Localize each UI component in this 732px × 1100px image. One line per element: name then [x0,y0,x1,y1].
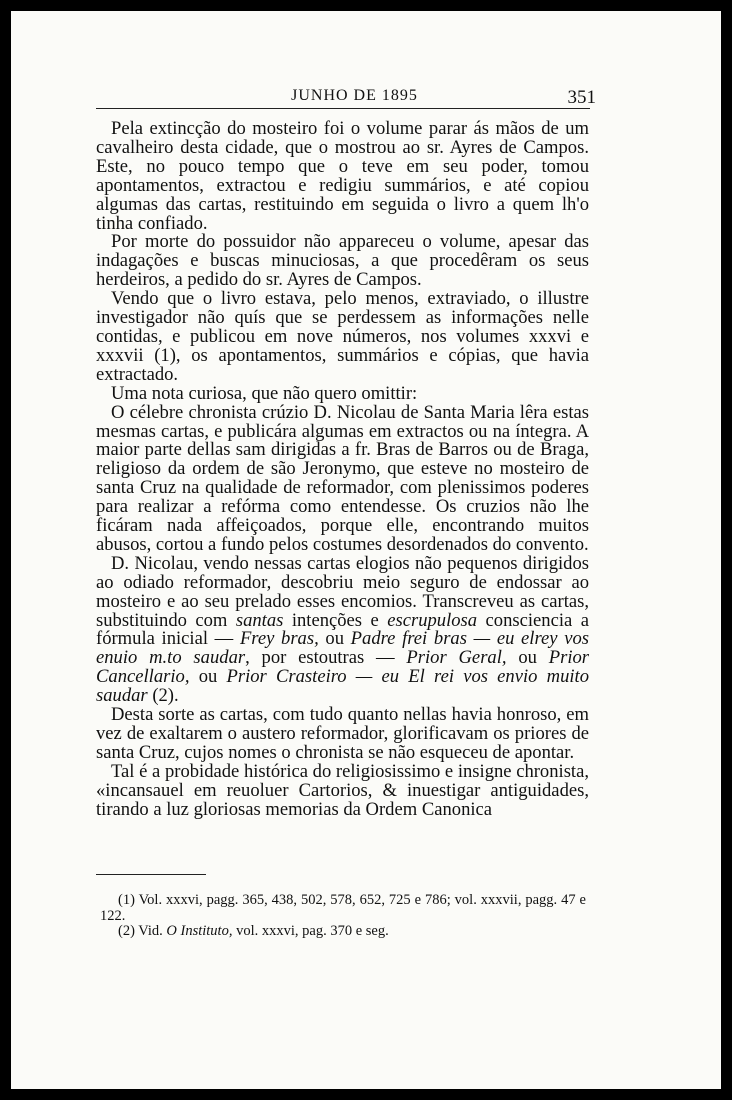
page-number: 351 [567,87,596,108]
paragraph: Desta sorte as cartas, com tudo quanto nellas havia honroso, em vez de exaltarem o austero reformador, glorificavam os priores de santa Cruz, cujos nomes o chronista se não esqueceu de apontar. [96,704,589,763]
paragraph: Vendo que o livro estava, pelo menos, extraviado, o illustre investigador não quís que se perdessem as informações nelle contidas, e publicou em nove números, nos volumes xxxvi e xxxvii (1), os apontamentos, summários e cópias, que havia extractado. [96,288,589,385]
footnote-1: (1) Vol. xxxvi, pagg. 365, 438, 502, 578, 652, 725 e 786; vol. xxxvii, pagg. 47 e 122. [100,892,586,924]
footnotes [100,893,586,940]
footnote-2: (2) Vid. O Instituto, vol. xxxvi, pag. 370 e seg. [118,923,389,939]
paragraph-nicolau: D. Nicolau, vendo nessas cartas elogios não pequenos dirigidos ao odiado reformador, descobriu meio seguro de endossar ao mosteiro e ao seu prelado esses encomios. Transcreveu as cartas, substituindo com santas intenções e escrupulosa consciencia a fórmula inicial — Frey bras, ou Padre frei bras — eu elrey vos enuio m.to saudar, por estoutras — Prior Geral, ou Prior Cancellario, ou Prior Crasteiro — eu El rei vos envio muito saudar (2). [96,552,590,707]
header-rule [96,108,590,109]
paragraph: Uma nota curiosa, que não quero omittir: [111,382,418,404]
page-header [107,87,602,115]
paragraph: Por morte do possuidor não appareceu o volume, apesar das indagações e buscas minuciosas, a que procedêram os seus herdeiros, a pedido do sr. Ayres de Campos. [96,231,589,291]
footnote-rule [96,874,206,875]
paragraph: Pela extincção do mosteiro foi o volume parar ás mãos de um cavalheiro desta cidade, que o mostrou ao sr. Ayres de Campos. Este, no pouco tempo que o teve em seu poder, tomou apontamentos, extractou e redigiu summários, e até copiou algumas das cartas, restituindo em seguida o livro a quem lh'o tinha confiado. [96,118,589,234]
main-text [96,120,589,820]
paragraph: Tal é a probidade histórica do religiosissimo e insigne chronista, «incansauel em reuoluer Cartorios, & inuestigar antiguidades, tirando a luz gloriosas memorias da Ordem Canonica [96,760,589,820]
paragraph: O célebre chronista crúzio D. Nicolau de Santa Maria lêra estas mesmas cartas, e publicára algumas em extractos ou na íntegra. A maior parte dellas sam dirigidas a fr. Bras de Barros ou de Braga, religioso da ordem de são Jeronymo, que esteve no mosteiro de santa Cruz na qualidade de reformador, com plenissimos poderes para realizar a refórma como entendesse. Os cruzios não lhe ficáram nada affeiçoados, porque elle, encontrando muitos abusos, cortou a fundo pelos costumes desordenados do convento. [96,401,589,555]
running-title: JUNHO DE 1895 [291,87,418,104]
